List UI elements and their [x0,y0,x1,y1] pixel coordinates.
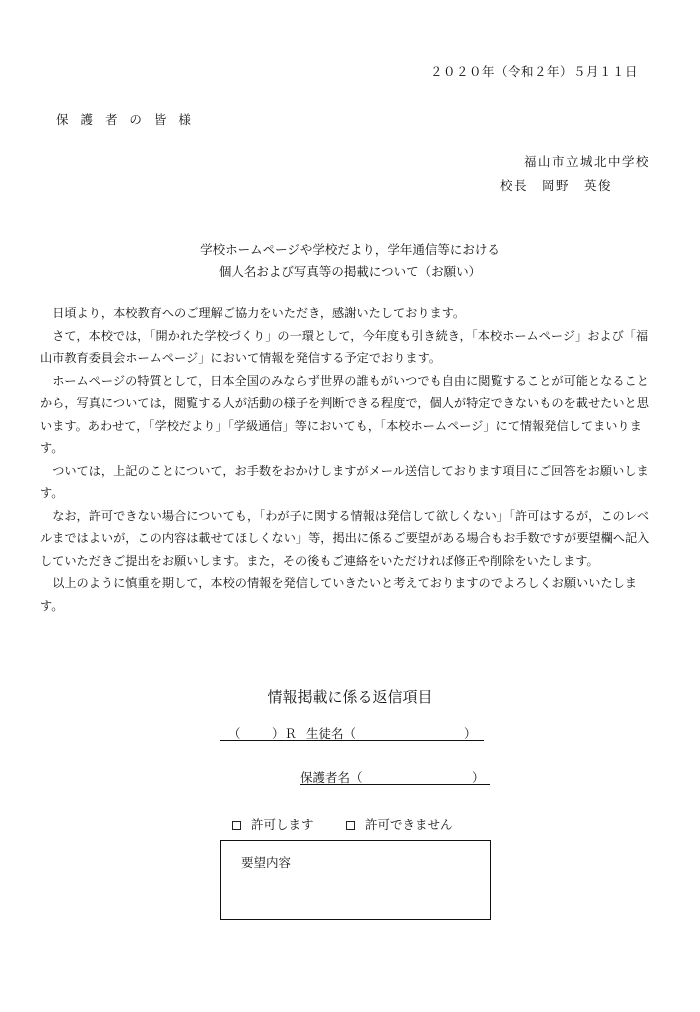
guardian-name-close: ） [472,770,485,785]
reply-form-title: 情報掲載に係る返信項目 [267,688,433,706]
class-close-paren: ）Ｒ [272,726,298,741]
request-textbox[interactable] [220,840,491,920]
principal-name: 校長 岡野 英俊 [500,178,613,193]
body-paragraph: さて，本校では，「開かれた学校づくり」の一環として，今年度も引き続き，「本校ホームページ」および「福山市教育委員会ホームページ」において情報を発信する予定でおります。 [40,328,649,365]
letter-body [40,302,656,617]
body-paragraph: なお，許可できない場合についても，「わが子に関する情報は発信して欲しくない」「許可はするが，このレベルまではよいが，この内容は載せてほしくない」等，掲出に係るご要望がある場合もお手数ですが要望欄へ記入していただきご提出をお願いします。また，その後もご連絡をいただければ修正や削除をいたします。 [40,508,650,568]
student-name-label: 生徒名（ [306,726,357,741]
student-name-close: ） [464,726,477,741]
allow-checkbox[interactable] [232,821,241,830]
guardian-name-label: 保護者名（ [300,770,363,785]
request-label: 要望内容 [241,855,292,870]
body-paragraph: 以上のように慎重を期して，本校の情報を発信していきたいと考えておりますのでよろしくお願いいたします。 [40,576,637,613]
student-name-field[interactable] [220,724,484,741]
deny-label: 許可できません [365,817,453,832]
class-open-paren: （ [228,726,241,741]
allow-label: 許可します [251,817,314,832]
deny-checkbox[interactable] [346,821,355,830]
recipient-line: 保 護 者 の 皆 様 [56,112,195,127]
document-date: ２０２０年（令和２年）５月１１日 [430,64,639,79]
school-name: 福山市立城北中学校 [523,154,650,169]
guardian-name-field[interactable] [300,768,490,785]
deny-option[interactable] [346,815,453,833]
body-paragraph: ついては，上記のことについて，お手数をおかけしますがメール送信しております項目にご回答をお願いします。 [40,463,649,500]
body-paragraph: 日頃より，本校教育へのご理解ご協力をいただき，感謝いたしております。 [52,306,466,320]
allow-option[interactable] [232,815,314,833]
body-paragraph: ホームページの特質として，日本全国のみならず世界の誰もがいつでも自由に閲覧することが可能となることから，写真については，閲覧する人が活動の様子を判断できる程度で，個人が特定できないものを載せたいと思います。あわせて，「学校だより」「学級通信」等においても，「本校ホームページ」にて情報発信してまいります。 [40,373,649,455]
document-title-line-1: 学校ホームページや学校だより，学年通信等における [200,242,500,257]
document-title-line-2: 個人名および写真等の掲載について（お願い） [218,264,482,279]
